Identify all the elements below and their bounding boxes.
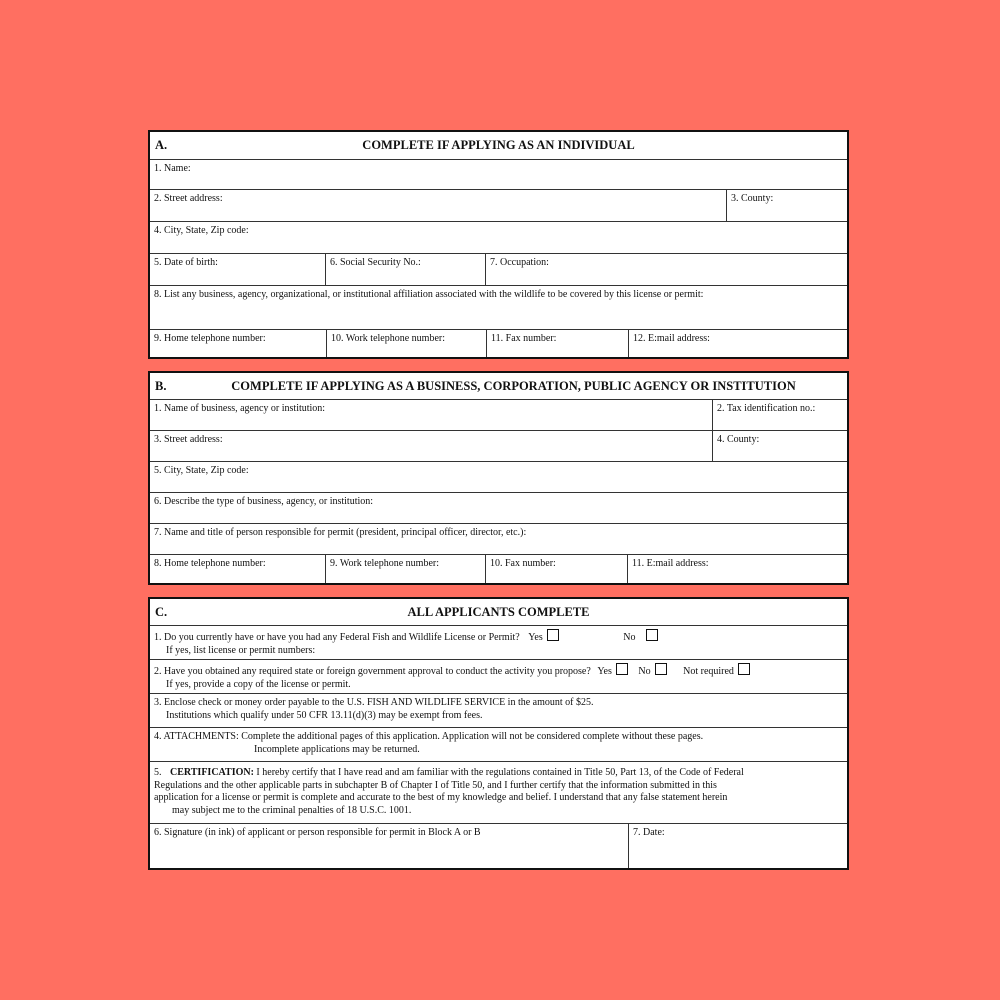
question-1-no-label: No	[623, 632, 636, 643]
business-fax-field[interactable]: 10. Fax number:	[485, 555, 627, 583]
question-1-subtext: If yes, list license or permit numbers:	[166, 644, 316, 656]
question-1	[150, 625, 847, 659]
responsible-person-field[interactable]: 7. Name and title of person responsible for permit (president, principal officer, director, etc.):	[154, 527, 527, 538]
section-c-title: ALL APPLICANTS COMPLETE	[407, 605, 590, 619]
question-2-yes-label: Yes	[597, 666, 612, 677]
question-2-not-required-label: Not required	[683, 666, 734, 677]
section-b-letter: B.	[155, 379, 167, 393]
certification-line-4: may subject me to the criminal penalties of 18 U.S.C. 1001.	[172, 804, 412, 816]
question-2-subtext: If yes, provide a copy of the license or permit.	[166, 678, 351, 690]
row-business-contacts	[150, 554, 847, 583]
question-4-text: 4. ATTACHMENTS: Complete the additional pages of this application. Application will not be considered complete without these pages.	[154, 731, 704, 742]
question-3-subtext: Institutions which qualify under 50 CFR 13.11(d)(3) may be exempt from fees.	[166, 709, 483, 721]
business-work-phone-field[interactable]: 9. Work telephone number:	[325, 555, 485, 583]
question-2-no-checkbox[interactable]	[655, 663, 667, 675]
row-business-name	[150, 399, 847, 430]
section-b-header	[150, 373, 847, 399]
section-a-title: COMPLETE IF APPLYING AS AN INDIVIDUAL	[362, 138, 635, 152]
question-2-yes-checkbox[interactable]	[616, 663, 628, 675]
section-c-header	[150, 599, 847, 625]
question-1-text: 1. Do you currently have or have you had any Federal Fish and Wildlife License or Permit?	[154, 632, 520, 643]
question-4-subtext: Incomplete applications may be returned.	[254, 743, 420, 755]
question-1-yes-label: Yes	[528, 632, 543, 643]
city-state-zip-field[interactable]: 4. City, State, Zip code:	[154, 225, 249, 236]
business-type-field[interactable]: 6. Describe the type of business, agency, or institution:	[154, 496, 374, 507]
business-name-field[interactable]: 1. Name of business, agency or institution:	[154, 403, 326, 414]
row-address	[150, 189, 847, 221]
certification-label: CERTIFICATION:	[170, 767, 254, 778]
certification-line-1: I hereby certify that I have read and am familiar with the regulations contained in Title 50, Part 13, of the Code of Federal	[253, 767, 744, 778]
section-a-header	[150, 132, 847, 159]
business-email-field[interactable]: 11. E:mail address:	[627, 555, 847, 583]
section-c	[148, 597, 849, 870]
business-home-phone-field[interactable]: 8. Home telephone number:	[154, 558, 266, 569]
section-a	[148, 130, 849, 359]
tax-id-field[interactable]: 2. Tax identification no.:	[712, 400, 847, 430]
row-business-address	[150, 430, 847, 461]
question-1-no-checkbox[interactable]	[646, 629, 658, 641]
fax-field[interactable]: 11. Fax number:	[486, 330, 628, 357]
business-city-field[interactable]: 5. City, State, Zip code:	[154, 465, 249, 476]
street-address-field[interactable]: 2. Street address:	[154, 193, 223, 204]
section-b	[148, 371, 849, 585]
row-signature	[150, 823, 847, 868]
certification-number: 5.	[154, 767, 162, 778]
signature-field[interactable]: 6. Signature (in ink) of applicant or person responsible for permit in Block A or B	[154, 827, 481, 838]
question-2-text: 2. Have you obtained any required state or foreign government approval to conduct the activity you propose?	[154, 666, 591, 677]
row-name	[150, 159, 847, 189]
home-phone-field[interactable]: 9. Home telephone number:	[154, 333, 266, 344]
question-2-no-label: No	[638, 666, 651, 677]
section-c-letter: C.	[155, 605, 168, 619]
certification	[150, 761, 847, 823]
row-business-type	[150, 492, 847, 523]
row-business-city	[150, 461, 847, 492]
email-field[interactable]: 12. E:mail address:	[628, 330, 847, 357]
ssn-field[interactable]: 6. Social Security No.:	[325, 254, 485, 285]
county-field[interactable]: 3. County:	[726, 190, 847, 221]
row-city	[150, 221, 847, 253]
name-field[interactable]: 1. Name:	[154, 163, 191, 174]
business-street-field[interactable]: 3. Street address:	[154, 434, 223, 445]
date-field[interactable]: 7. Date:	[628, 824, 847, 868]
business-county-field[interactable]: 4. County:	[712, 431, 847, 461]
occupation-field[interactable]: 7. Occupation:	[485, 254, 847, 285]
question-1-yes-checkbox[interactable]	[547, 629, 559, 641]
row-personal	[150, 253, 847, 285]
row-affiliation	[150, 285, 847, 329]
question-3-text: 3. Enclose check or money order payable to the U.S. FISH AND WILDLIFE SERVICE in the amount of $25.	[154, 697, 594, 708]
work-phone-field[interactable]: 10. Work telephone number:	[326, 330, 486, 357]
question-4	[150, 727, 847, 761]
certification-line-3: application for a license or permit is complete and accurate to the best of my knowledge and belief. I understand that any false statement herein	[154, 792, 728, 803]
row-contacts	[150, 329, 847, 357]
question-2-not-required-checkbox[interactable]	[738, 663, 750, 675]
certification-line-2: Regulations and the other applicable parts in subchapter B of Chapter I of Title 50, and I further certify that the information submitted in this	[154, 779, 717, 791]
section-b-title: COMPLETE IF APPLYING AS A BUSINESS, CORPORATION, PUBLIC AGENCY OR INSTITUTION	[231, 379, 796, 393]
question-2	[150, 659, 847, 693]
question-3	[150, 693, 847, 727]
date-of-birth-field[interactable]: 5. Date of birth:	[154, 257, 218, 268]
section-a-letter: A.	[155, 138, 168, 152]
row-responsible	[150, 523, 847, 554]
affiliation-field[interactable]: 8. List any business, agency, organizational, or institutional affiliation associated with the wildlife to be covered by this license or permit:	[154, 289, 704, 300]
